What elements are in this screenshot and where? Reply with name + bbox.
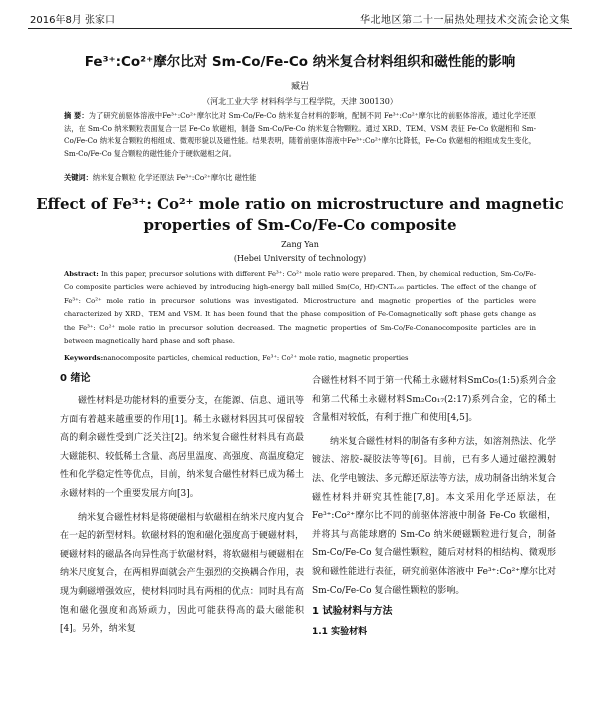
body-column-right [312, 372, 556, 639]
english-abstract [64, 268, 536, 348]
english-keywords-text: nanocomposite particles, chemical reduction, Fe³⁺: Co²⁺ mole ratio, magnetic properties [103, 354, 409, 362]
chinese-abstract-text: 为了研究前驱体溶液中Fe³⁺:Co²⁺摩尔比对 Sm-Co/Fe-Co 纳米复合材料的影响，配制不同 Fe³⁺:Co²⁺摩尔比的前驱体溶液，通过化学还原法，在 Sm-Co 纳米颗粒表面复合一层 Fe-Co 软磁相，制备 Sm-Co/Fe-Co 纳米复合物颗粒。通过 XRD、TEM、VSM 表征 Fe-Co 软磁相和 Sm-Co/Fe-Co 纳米复合颗粒的相组成、微观形貌以及磁性能。结果表明，随着前驱体溶液中Fe³⁺:Co²⁺摩尔比降低，Fe-Co 软磁相的相组成发生变化，Sm-Co/Fe-Co 复合颗粒的磁性能介于硬软磁相之间。 [64, 111, 536, 158]
body-paragraph: 纳米复合磁性材料的制备有多种方法，如溶剂热法、化学镀法、溶胶-凝胶法等等[6]。目前，已有多人通过磁控溅射法、化学电镀法、多元醇还原法等方法，成功制备出纳米复合磁性材料并研究其性能[7,8]。本文采用化学还原法，在Fe³⁺:Co²⁺摩尔比不同的前驱体溶液中制备 Fe-Co 软磁相，并将其与高能球磨的 Sm-Co 纳米硬磁颗粒进行复合，制备 Sm-Co/Fe-Co 复合磁性颗粒，随后对材料的相结构、微观形貌和磁性能进行表征，研究前驱体溶液中 Fe³⁺:Co²⁺摩尔比对Sm-Co/Fe-Co 复合磁性颗粒的影响。 [312, 436, 556, 596]
english-title [30, 194, 570, 236]
body-column-left [60, 372, 304, 639]
english-author: Zang Yan [281, 240, 319, 249]
chinese-keywords [64, 172, 536, 185]
chinese-abstract [64, 110, 536, 160]
chinese-keywords-label: 关键词： [64, 173, 93, 182]
header-proceedings-title: 华北地区第二十一届热处理技术交流会论文集 [360, 15, 570, 26]
section-heading-introduction: 0 绪论 [60, 373, 91, 384]
english-title-line1: Effect of Fe³⁺: Co²⁺ mole ratio on microstructure and magnetic [36, 195, 564, 213]
chinese-title: Fe³⁺:Co²⁺摩尔比对 Sm-Co/Fe-Co 纳米复合材料组织和磁性能的影响 [84, 54, 516, 70]
header-date-location: 2016年8月 张家口 [30, 15, 115, 26]
english-affiliation: (Hebei University of technology) [233, 254, 367, 263]
chinese-keywords-text: 纳米复合颗粒 化学还原法 Fe³⁺:Co²⁺摩尔比 磁性能 [92, 173, 257, 182]
body-paragraph-continued: 合磁性材料不同于第一代稀土永磁材料SmCo₅(1:5)系列合金和第二代稀土永磁材料Sm₂Co₁₇(2:17)系列合金，它的稀土含量相对较低，有利于推广和使用[4,5]。 [312, 376, 556, 424]
english-keywords [64, 352, 536, 364]
running-header [30, 10, 570, 26]
english-keywords-label: Keywords: [64, 354, 104, 362]
body-paragraph: 磁性材料是功能材料的重要分支，在能源、信息、通讯等方面有着越来越重要的作用[1]。稀土永磁材料因其可保留较高的剩余磁性受到广泛关注[2]。纳米复合磁性材料具有高最大磁能积、较低稀土含量、高居里温度、高强度、高温度稳定性和化学稳定性等优点，目前，纳米复合磁性材料已成为稀土永磁材料的一个重要发展方向[3]。 [60, 396, 304, 499]
chinese-affiliation: （河北工业大学 材料科学与工程学院，天津 300130） [202, 97, 398, 106]
chinese-abstract-label: 摘 要： [64, 111, 89, 120]
section-heading-materials-methods: 1 试验材料与方法 [312, 606, 393, 618]
english-abstract-label: Abstract: [64, 270, 99, 278]
body-paragraph: 纳米复合磁性材料是将硬磁相与软磁相在纳米尺度内复合在一起的新型材料。软磁材料的饱和磁化强度高于硬磁材料，硬磁材料的磁晶各向异性高于软磁材料，将软磁相与硬磁相在纳米尺度复合，在两相界面就会产生强烈的交换耦合作用，表现为剩磁增强效应，使材料同时具有两相的优点：同时具有高饱和磁化强度和高矫顽力，因此可能获得高的最大磁能积[4]。另外，纳米复 [60, 512, 304, 635]
english-title-line2: properties of Sm-Co/Fe-Co composite [143, 216, 457, 234]
chinese-author: 臧岩 [290, 82, 309, 92]
subsection-heading-materials: 1.1 实验材料 [312, 627, 368, 638]
header-rule [28, 28, 572, 29]
english-abstract-text: In this paper, precursor solutions with different Fe³⁺: Co²⁺ mole ratio were prepared. Then, by chemical reduction, Sm-Co/Fe-Co composite particles were achieved by introducing high-energy ball milled Sm(Co, Hf)₇CNT₀.₀₅ particles. The effect of the change of Fe³⁺: Co²⁺ mole ratio in precursor solutions was investigated. Microstructure and magnetic properties of the particles were characterized by XRD、TEM and VSM. It has been found that the phase composition of Fe-Comagnetically soft phase gets change as the Fe³⁺: Co²⁺ mole ratio in precursor solution decreased. The magnetic properties of Sm-Co/Fe-Conanocomposite particles are in between magnetically hard phase and soft phase. [64, 270, 536, 346]
